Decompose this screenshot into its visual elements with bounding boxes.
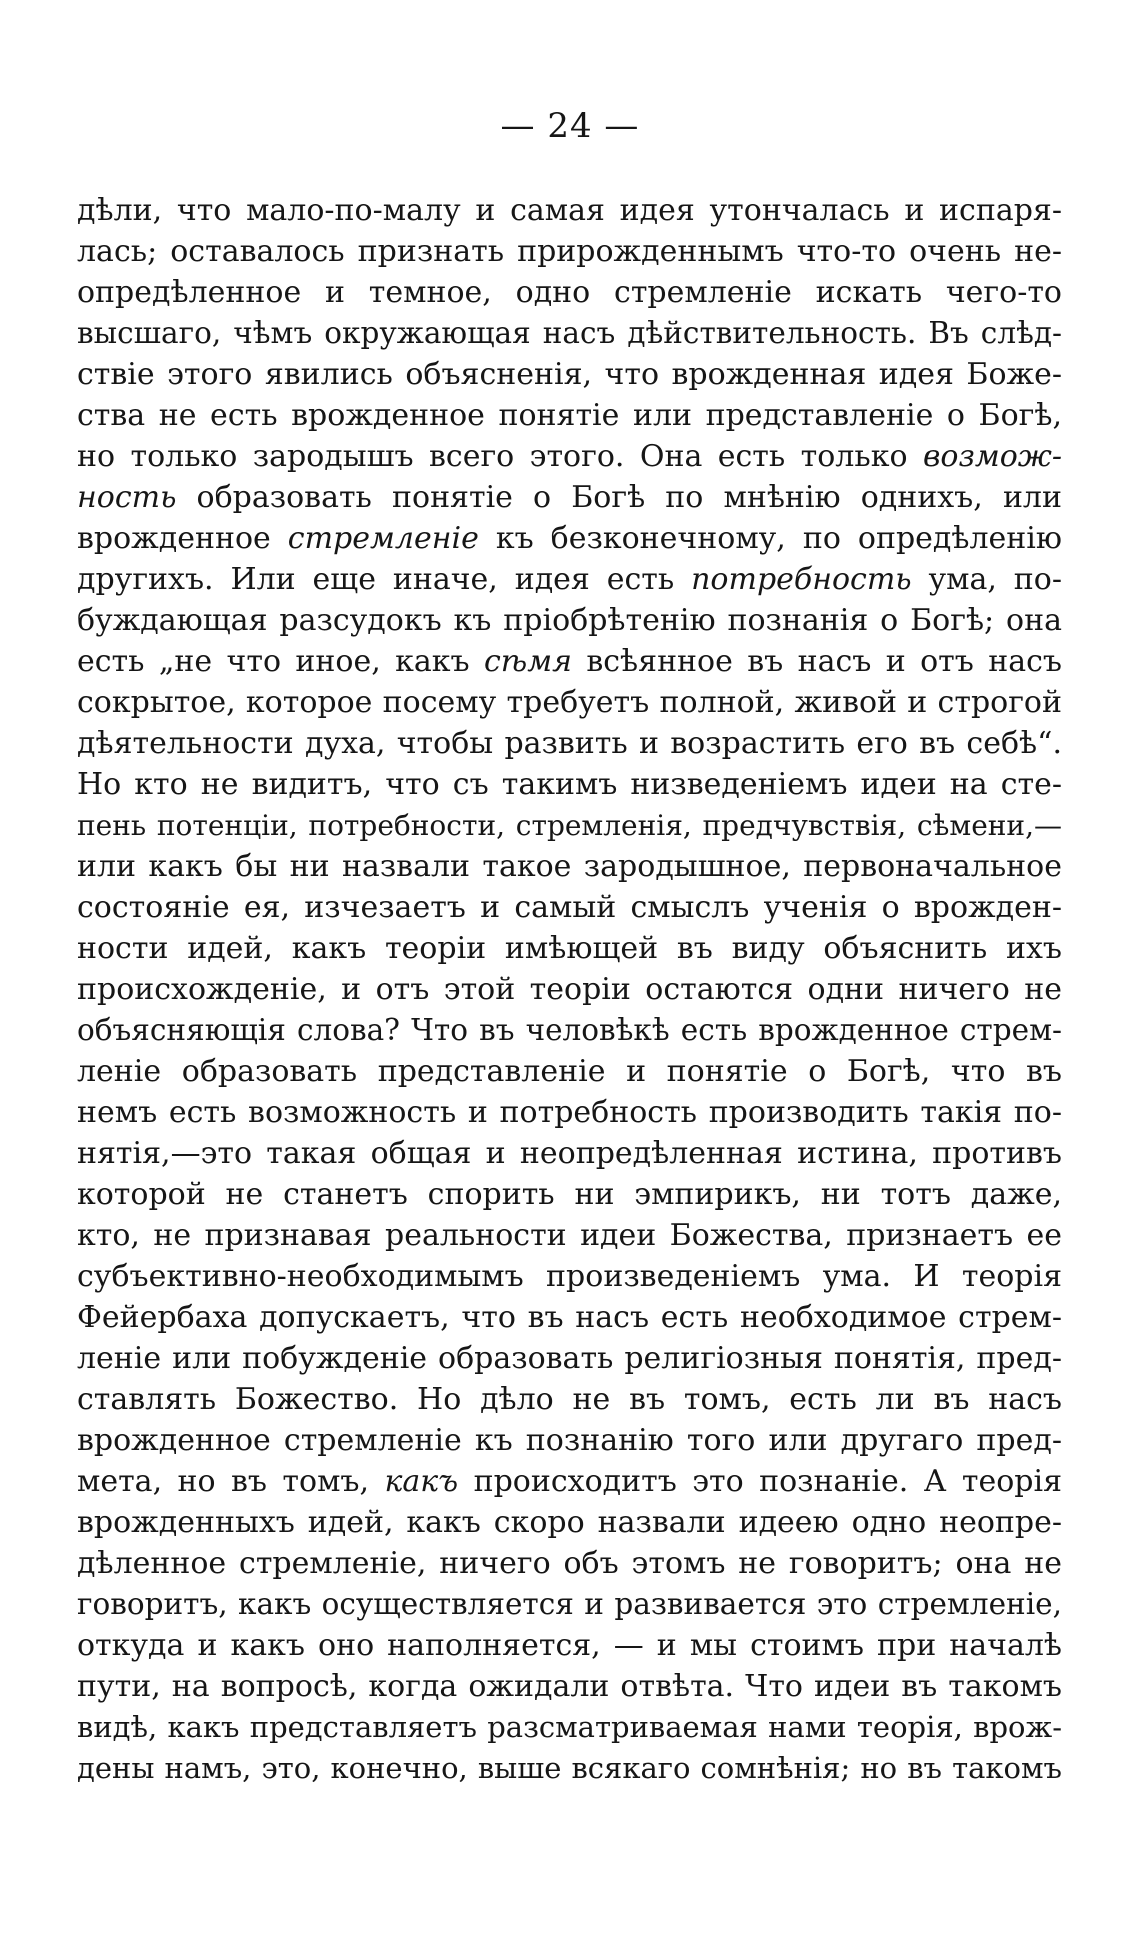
text-line: опредѣленное и темное, одно стремленіе искать чего-то <box>77 275 1062 310</box>
text-line: субъективно-необходимымъ произведеніемъ ума. И теорія <box>77 1259 1062 1294</box>
text-line: высшаго, чѣмъ окружающая насъ дѣйствительность. Въ слѣд- <box>77 316 1062 350</box>
body-text <box>77 190 1062 1789</box>
text-line: но только зародышъ всего этого. Она есть только возмож- <box>77 439 1062 474</box>
text-line: врожденное стремленіе къ познанію того или другаго пред- <box>77 1423 1062 1458</box>
emphasis: сѣмя <box>483 644 572 679</box>
text-line: ства не есть врожденное понятіе или представленіе о Богѣ, <box>77 398 1062 433</box>
text-line: кто, не признавая реальности идеи Божества, признаетъ ее <box>77 1218 1062 1253</box>
text-line: сокрытое, которое посему требуетъ полной, живой и строгой <box>77 685 1062 720</box>
text-line: дѣятельности духа, чтобы развить и возрастить его въ себѣ“. <box>77 726 1062 761</box>
text-line: врожденныхъ идей, какъ скоро назвали идеею одно неопре- <box>77 1505 1062 1540</box>
text-line: леніе образовать представленіе и понятіе о Богѣ, что въ <box>77 1054 1062 1089</box>
emphasis: какъ <box>384 1464 459 1499</box>
emphasis: возмож- <box>922 439 1062 474</box>
text-line: ности идей, какъ теоріи имѣющей въ виду объяснить ихъ <box>77 931 1062 966</box>
emphasis: потребность <box>691 562 912 597</box>
text-line: ность образовать понятіе о Богѣ по мнѣнію однихъ, или <box>77 480 1062 515</box>
text-line: другихъ. Или еще иначе, идея есть потребность ума, по- <box>77 562 1062 597</box>
text-line: которой не станетъ спорить ни эмпирикъ, ни тотъ даже, <box>77 1177 1062 1212</box>
text-line: мета, но въ томъ, какъ происходитъ это познаніе. А теорія <box>77 1464 1062 1499</box>
text-line: Но кто не видитъ, что съ такимъ низведеніемъ идеи на сте- <box>77 767 1062 802</box>
emphasis: ность <box>77 480 177 515</box>
text-line: Фейербаха допускаетъ, что въ насъ есть необходимое стрем- <box>77 1300 1062 1335</box>
text-line: немъ есть возможность и потребность производить такія по- <box>77 1095 1062 1130</box>
text-line: врожденное стремленіе къ безконечному, по опредѣленію <box>77 521 1062 556</box>
text-line: дѣли, что мало-по-малу и самая идея утончалась и испаря- <box>77 193 1062 228</box>
text-line: ставлять Божество. Но дѣло не въ томъ, есть ли въ насъ <box>77 1382 1062 1417</box>
text-line: есть „не что иное, какъ сѣмя всѣянное въ насъ и отъ насъ <box>77 644 1062 679</box>
text-line: объясняющія слова? Что въ человѣкѣ есть врожденное стрем- <box>77 1013 1062 1047</box>
text-line: говоритъ, какъ осуществляется и развивается это стремленіе, <box>77 1587 1062 1621</box>
text-line: дены намъ, это, конечно, выше всякаго сомнѣнія; но въ такомъ <box>77 1751 1062 1785</box>
text-line: нятія,—это такая общая и неопредѣленная истина, противъ <box>77 1136 1062 1171</box>
text-line: лась; оставалось признать прирожденнымъ что-то очень не- <box>77 234 1062 269</box>
text-line: пень потенціи, потребности, стремленія, предчувствія, сѣмени,— <box>77 809 1062 842</box>
page-number: — 24 — <box>500 106 640 146</box>
text-line: леніе или побужденіе образовать религіозныя понятія, пред- <box>77 1341 1062 1376</box>
text-line: состояніе ея, изчезаетъ и самый смыслъ ученія о врожден- <box>77 890 1062 925</box>
emphasis: стремленіе <box>287 521 479 556</box>
text-line: ствіе этого явились объясненія, что врожденная идея Боже- <box>77 357 1062 392</box>
text-line: происхожденіе, и отъ этой теоріи остаются одни ничего не <box>77 972 1062 1007</box>
text-line: пути, на вопросѣ, когда ожидали отвѣта. Что идеи въ такомъ <box>77 1669 1062 1704</box>
text-line: или какъ бы ни назвали такое зародышное, первоначальное <box>77 849 1062 884</box>
text-line: видѣ, какъ представляетъ разсматриваемая нами теорія, врож- <box>77 1710 1062 1744</box>
text-line: откуда и какъ оно наполняется, — и мы стоимъ при началѣ <box>77 1628 1062 1663</box>
text-line: дѣленное стремленіе, ничего объ этомъ не говоритъ; она не <box>77 1546 1062 1581</box>
text-line: буждающая разсудокъ къ пріобрѣтенію познанія о Богѣ; она <box>77 603 1062 638</box>
